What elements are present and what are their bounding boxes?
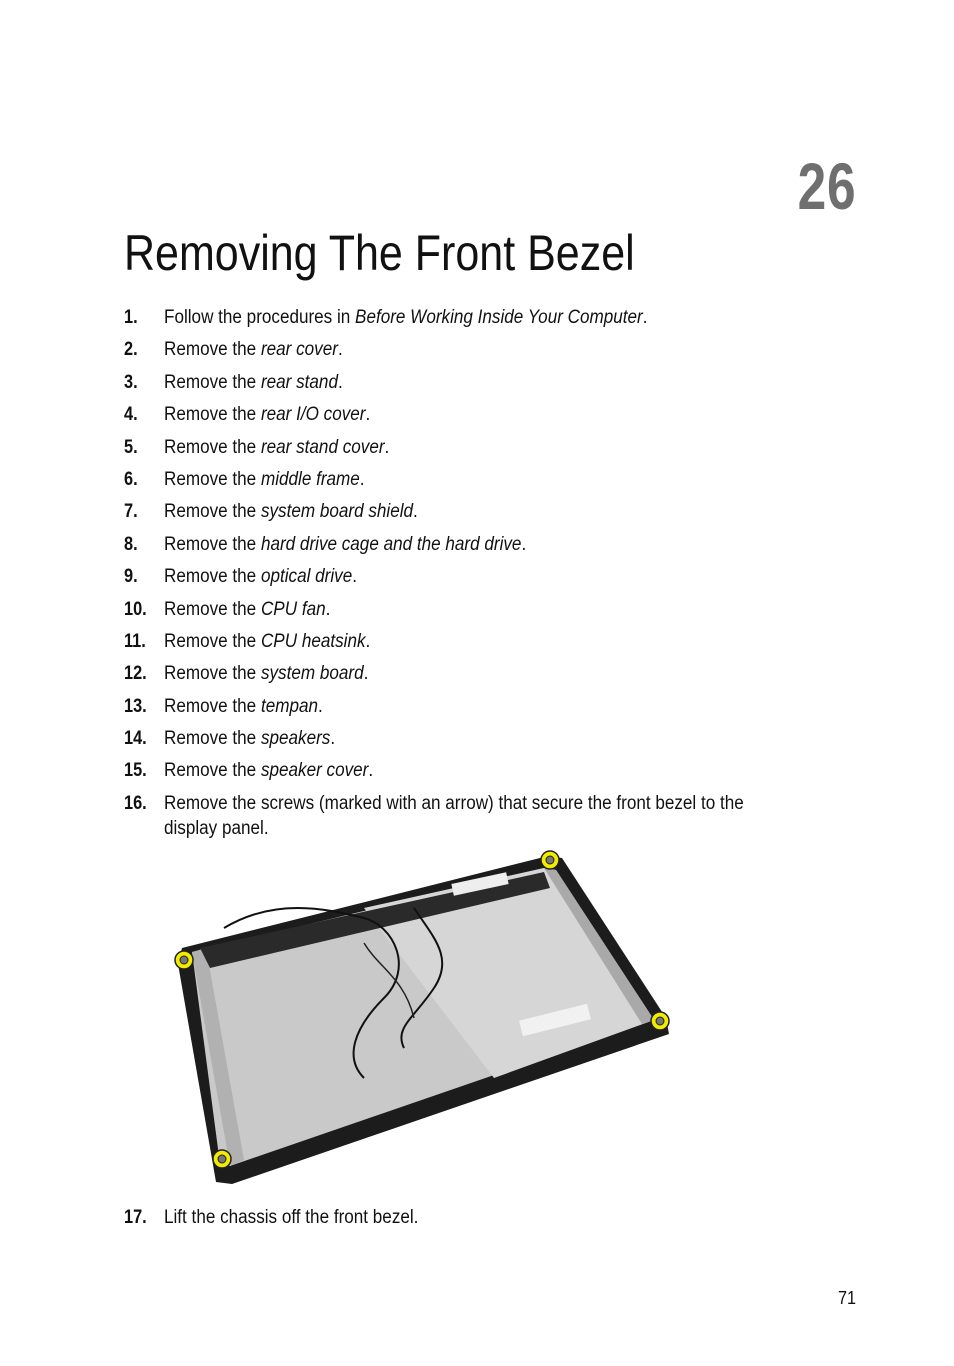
step-text: Remove the	[164, 533, 261, 555]
procedure-steps	[124, 305, 824, 848]
step-punct: .	[368, 760, 374, 782]
step-number: 2.	[124, 339, 138, 361]
step-4	[124, 402, 824, 427]
step-link-text: middle frame	[260, 468, 360, 490]
step-text: Remove the	[164, 695, 261, 717]
step-link-text: speakers	[260, 728, 331, 750]
step-number: 7.	[124, 501, 138, 523]
step-link-text: speaker cover	[260, 760, 369, 782]
step-link-text: tempan	[260, 695, 318, 717]
step-15	[124, 758, 824, 783]
screw-marker	[175, 951, 193, 969]
step-punct: .	[330, 728, 336, 750]
step-link-text: CPU fan	[260, 598, 326, 620]
step-6	[124, 467, 824, 492]
step-punct: .	[325, 598, 331, 620]
step-link-text: hard drive cage and the hard drive	[260, 533, 522, 555]
step-number: 16.	[124, 792, 147, 814]
step-13	[124, 694, 824, 719]
step-3	[124, 370, 824, 395]
page-title: Removing The Front Bezel	[124, 225, 635, 281]
step-16	[124, 791, 824, 841]
screw-marker	[541, 851, 559, 869]
step-number: 17.	[124, 1207, 147, 1228]
step-text: Remove the	[164, 630, 261, 652]
page-number: 71	[837, 1288, 856, 1308]
step-punct: .	[317, 695, 323, 717]
step-link-text: CPU heatsink	[260, 630, 366, 652]
step-number: 6.	[124, 468, 138, 490]
step-12	[124, 661, 824, 686]
step-text: Remove the	[164, 663, 261, 685]
step-number: 11.	[124, 630, 146, 652]
step-text: Remove the	[164, 501, 261, 523]
step-text: Remove the	[164, 468, 261, 490]
step-punct: .	[642, 307, 648, 328]
step-9	[124, 564, 824, 589]
step-punct: .	[337, 339, 343, 361]
step-punct: .	[521, 533, 527, 555]
step-punct: .	[352, 566, 357, 588]
step-text: Remove the	[164, 371, 261, 393]
step-punct: .	[413, 501, 418, 523]
step-1	[124, 305, 824, 330]
step-text: Remove the	[164, 760, 261, 782]
screw-marker	[651, 1012, 669, 1030]
step-10	[124, 597, 824, 622]
step-number: 9.	[124, 566, 138, 588]
step-link-text: system board	[260, 663, 364, 685]
step-link-text: rear cover	[260, 339, 338, 361]
step-number: 15.	[124, 760, 147, 782]
step-8	[124, 532, 824, 557]
step-link-text: Before Working Inside Your Computer	[355, 307, 643, 328]
step-link-text: rear stand cover	[260, 436, 385, 458]
step-17	[124, 1205, 824, 1230]
step-text: Remove the	[164, 436, 261, 458]
step-link-text: rear stand	[260, 371, 338, 393]
step-punct: .	[384, 436, 390, 458]
step-text: Remove the screws (marked with an arrow) that secure the front bezel to the display panel.	[164, 792, 744, 839]
step-number: 1.	[124, 307, 138, 328]
step-text: Remove the	[164, 566, 261, 588]
step-text: Remove the	[164, 728, 261, 750]
step-5	[124, 435, 824, 460]
step-punct: .	[359, 468, 365, 490]
step-text: Lift the chassis off the front bezel.	[164, 1207, 419, 1228]
step-number: 10.	[124, 598, 147, 620]
step-number: 14.	[124, 728, 147, 750]
step-number: 3.	[124, 371, 138, 393]
step-punct: .	[337, 371, 343, 393]
step-2	[124, 337, 824, 362]
step-link-text: rear I/O cover	[260, 404, 366, 426]
step-number: 5.	[124, 436, 138, 458]
step-punct: .	[363, 663, 369, 685]
front-bezel-screws-figure	[164, 848, 684, 1188]
step-text: Follow the procedures in	[164, 307, 356, 328]
step-link-text: system board shield	[260, 501, 414, 523]
step-text: Remove the	[164, 339, 261, 361]
step-punct: .	[365, 404, 371, 426]
step-number: 4.	[124, 404, 138, 426]
step-link-text: optical drive	[260, 566, 353, 588]
step-punct: .	[365, 630, 371, 652]
chapter-number: 26	[797, 149, 856, 223]
step-14	[124, 726, 824, 751]
step-7	[124, 499, 824, 524]
screw-marker	[213, 1150, 231, 1168]
step-11	[124, 629, 824, 654]
step-text: Remove the	[164, 404, 261, 426]
step-number: 12.	[124, 663, 147, 685]
step-text: Remove the	[164, 598, 261, 620]
step-number: 8.	[124, 533, 138, 555]
step-number: 13.	[124, 695, 147, 717]
